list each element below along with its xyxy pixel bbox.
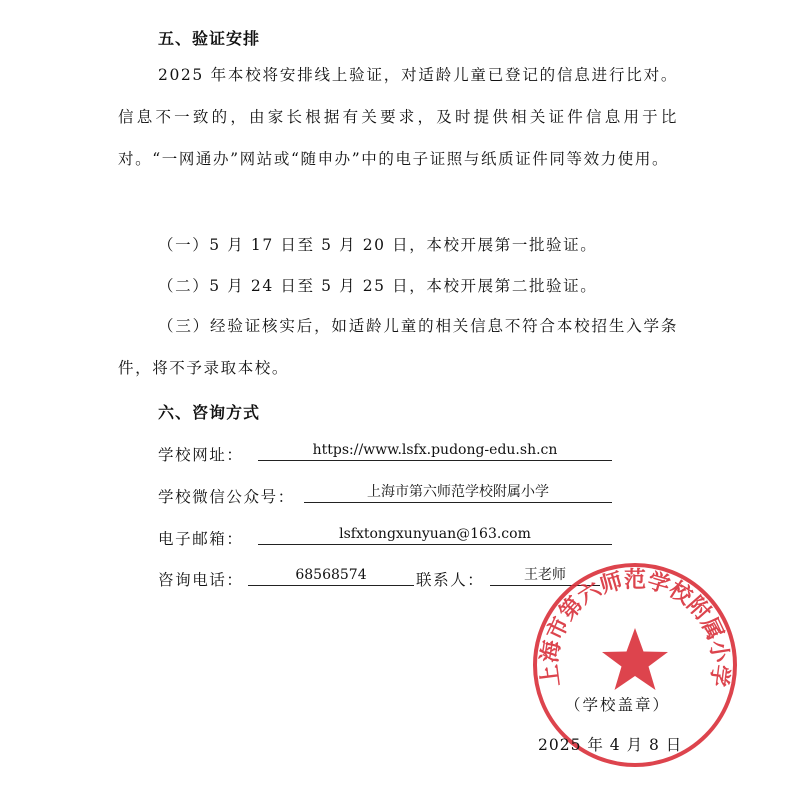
email-label: 电子邮箱： (158, 530, 244, 548)
phone-label: 咨询电话： (158, 571, 244, 589)
wechat-label: 学校微信公众号： (158, 488, 295, 506)
section5-heading: 五、验证安排 (158, 29, 261, 48)
website-label: 学校网址： (158, 446, 244, 464)
website-value[interactable]: https://www.lsfx.pudong-edu.sh.cn (258, 440, 612, 461)
section5-item-1: （一）5 月 17 日至 5 月 20 日，本校开展第一批验证。 (158, 236, 598, 254)
phone-value: 68568574 (248, 565, 414, 586)
wechat-value: 上海市第六师范学校附属小学 (304, 482, 612, 503)
section5-item-2: （二）5 月 24 日至 5 月 25 日，本校开展第二批验证。 (158, 277, 598, 295)
contact-person-label: 联系人： (416, 571, 485, 589)
section6-heading: 六、咨询方式 (158, 403, 261, 422)
section5-item-3: （三）经验证核实后，如适龄儿童的相关信息不符合本校招生入学条件，将不予录取本校。 (118, 317, 678, 377)
seal-arc-text: 上海市第六师范学校附属小学 (537, 567, 733, 688)
contact-person-value: 王老师 (490, 565, 600, 586)
section5-intro-paragraph: 2025 年本校将安排线上验证，对适龄儿童已登记的信息进行比对。信息不一致的，由家长根据有关要求，及时提供相关证件信息用于比对。“一网通办”网站或“随申办”中的电子证照与纸质证件同等效力使用。 (118, 66, 678, 168)
issue-date: 2025 年 4 月 8 日 (538, 736, 683, 754)
stamp-note: （学校盖章） (565, 696, 671, 714)
seal-star-icon (602, 628, 668, 690)
email-value[interactable]: lsfxtongxunyuan@163.com (258, 524, 612, 545)
